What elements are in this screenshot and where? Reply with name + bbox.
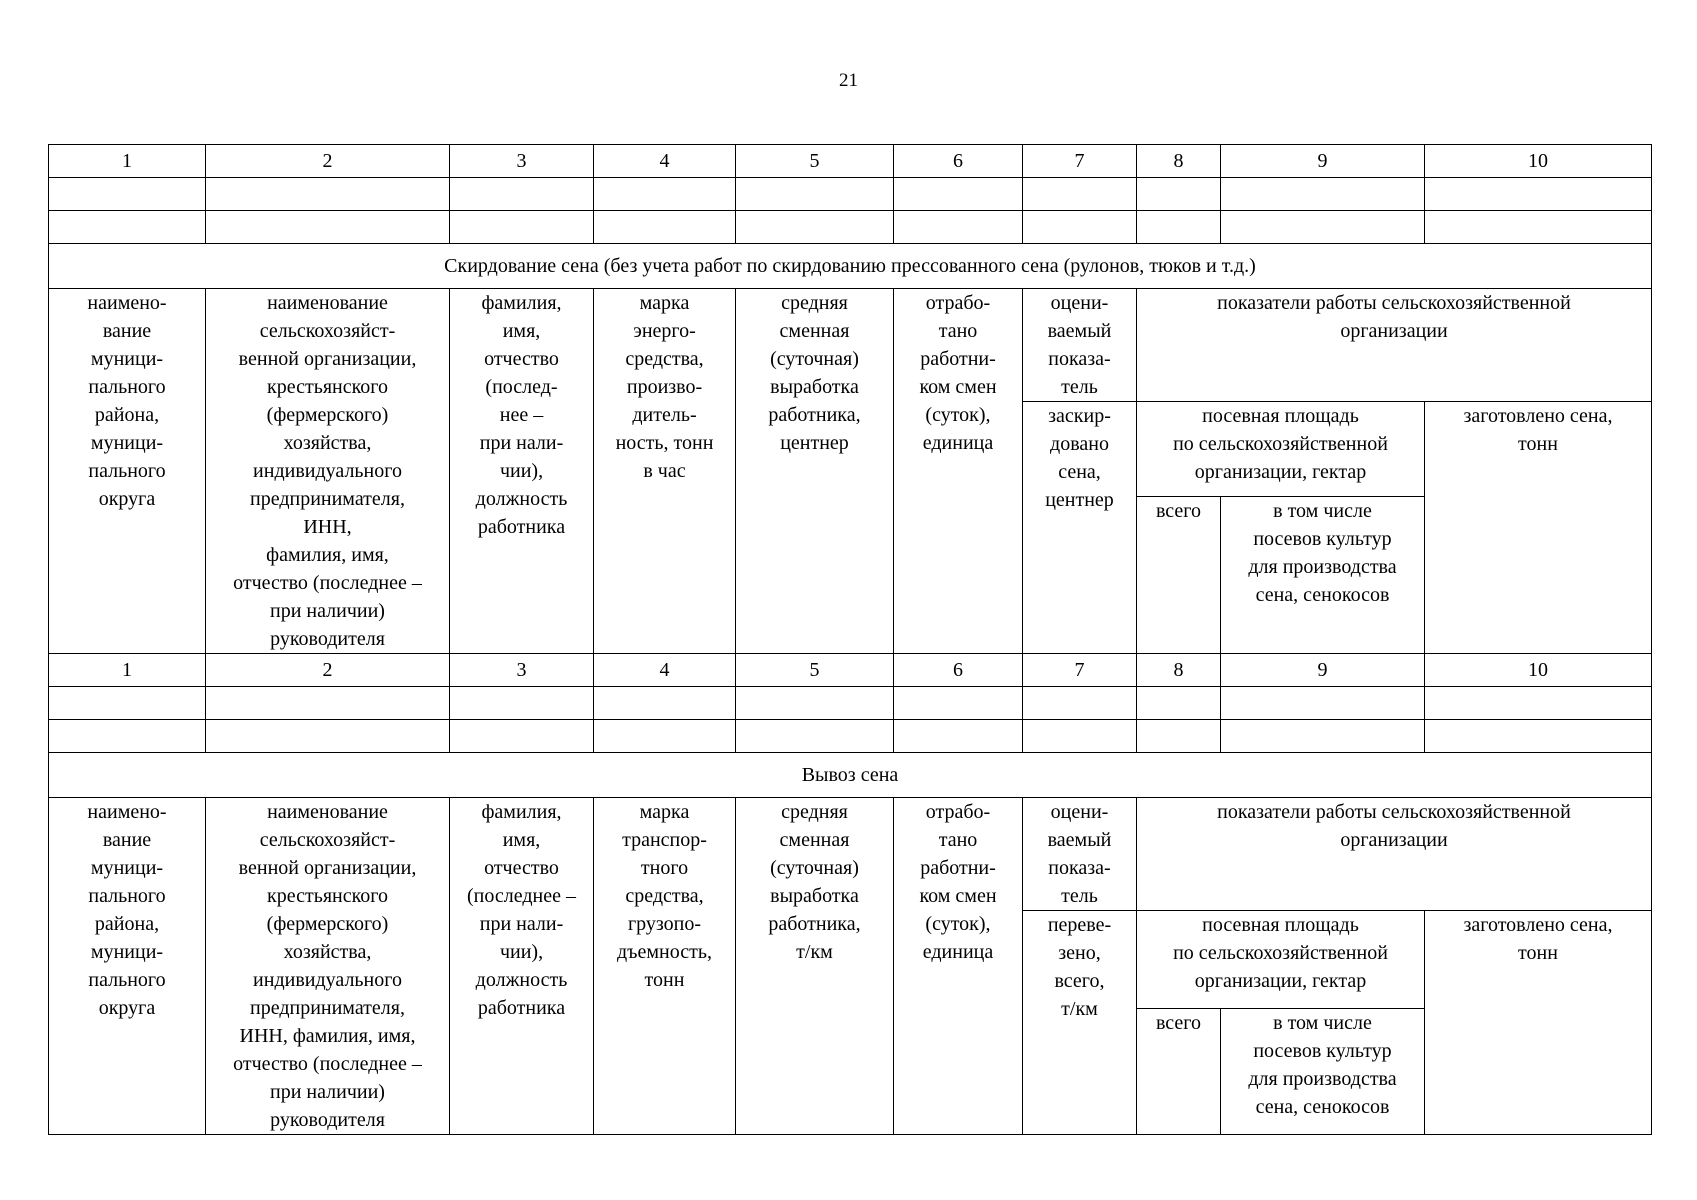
column-number: 4: [594, 654, 736, 687]
column-number: 3: [450, 654, 594, 687]
header-row: [49, 289, 1652, 402]
header-area-hay-crops: в том числе посевов культур для производства сена, сенокосов: [1221, 1009, 1425, 1135]
column-number: 9: [1221, 145, 1425, 178]
data-cell[interactable]: [594, 687, 736, 720]
column-number: 6: [894, 654, 1023, 687]
section-title-row: [49, 753, 1652, 798]
data-cell[interactable]: [594, 211, 736, 244]
data-cell[interactable]: [206, 178, 450, 211]
data-cell[interactable]: [894, 178, 1023, 211]
column-number-row: [49, 145, 1652, 178]
data-cell[interactable]: [1023, 687, 1137, 720]
data-cell[interactable]: [1023, 178, 1137, 211]
data-cell[interactable]: [594, 178, 736, 211]
header-vehicle-brand: марка транспор- тного средства, грузопо- дъемность, тонн: [594, 798, 736, 1135]
header-sown-area: посевная площадь по сельскохозяйственной организации, гектар: [1137, 911, 1425, 1009]
header-stacked-hay: заскир- довано сена, центнер: [1023, 402, 1137, 654]
header-average-output: средняя сменная (суточная) выработка работника, т/км: [736, 798, 894, 1135]
header-hay-harvested: заготовлено сена, тонн: [1425, 402, 1652, 654]
data-cell[interactable]: [894, 687, 1023, 720]
header-organization: наименование сельскохозяйст- венной организации, крестьянского (фермерского) хозяйства, индивидуального предпринимателя, ИНН, фамилия, имя, отчество (последнее – при наличии) руководителя: [206, 289, 450, 654]
header-area-hay-crops: в том числе посевов культур для производства сена, сенокосов: [1221, 496, 1425, 654]
header-sown-area: посевная площадь по сельскохозяйственной организации, гектар: [1137, 402, 1425, 497]
data-cell[interactable]: [1221, 178, 1425, 211]
header-row: [49, 798, 1652, 911]
column-number: 7: [1023, 654, 1137, 687]
data-cell[interactable]: [206, 687, 450, 720]
header-transported-total: переве- зено, всего, т/км: [1023, 911, 1137, 1135]
section-title-row: [49, 244, 1652, 289]
page-number: 21: [839, 70, 858, 91]
report-form-table: [48, 144, 1652, 1135]
header-area-total: всего: [1137, 496, 1221, 654]
data-cell[interactable]: [736, 211, 894, 244]
header-district: наимено- вание муници- пального района, муници- пального округа: [49, 289, 206, 654]
data-cell[interactable]: [1425, 211, 1652, 244]
data-cell[interactable]: [736, 178, 894, 211]
data-cell[interactable]: [450, 687, 594, 720]
header-district: наимено- вание муници- пального района, муници- пального округа: [49, 798, 206, 1135]
data-cell[interactable]: [450, 178, 594, 211]
column-number: 2: [206, 654, 450, 687]
column-number: 10: [1425, 145, 1652, 178]
data-cell[interactable]: [1023, 720, 1137, 753]
data-cell[interactable]: [1137, 211, 1221, 244]
data-cell[interactable]: [1137, 687, 1221, 720]
column-number: 1: [49, 654, 206, 687]
data-cell[interactable]: [1023, 211, 1137, 244]
header-average-output: средняя сменная (суточная) выработка работника, центнер: [736, 289, 894, 654]
header-evaluated-indicator: оцени- ваемый показа- тель: [1023, 798, 1137, 911]
data-cell[interactable]: [49, 720, 206, 753]
data-cell[interactable]: [1137, 178, 1221, 211]
empty-data-row: [49, 211, 1652, 244]
empty-data-row: [49, 720, 1652, 753]
header-hay-harvested: заготовлено сена, тонн: [1425, 911, 1652, 1135]
data-cell[interactable]: [49, 687, 206, 720]
data-cell[interactable]: [1137, 720, 1221, 753]
empty-data-row: [49, 687, 1652, 720]
column-number: 8: [1137, 145, 1221, 178]
data-cell[interactable]: [49, 178, 206, 211]
header-evaluated-indicator: оцени- ваемый показа- тель: [1023, 289, 1137, 402]
data-cell[interactable]: [450, 211, 594, 244]
data-cell[interactable]: [594, 720, 736, 753]
data-cell[interactable]: [736, 687, 894, 720]
column-number: 5: [736, 145, 894, 178]
data-cell[interactable]: [736, 720, 894, 753]
column-number-row: [49, 654, 1652, 687]
header-organization-indicators: показатели работы сельскохозяйственной организации: [1137, 798, 1652, 911]
column-number: 7: [1023, 145, 1137, 178]
data-cell[interactable]: [1221, 720, 1425, 753]
data-cell[interactable]: [1221, 211, 1425, 244]
column-number: 9: [1221, 654, 1425, 687]
column-number: 4: [594, 145, 736, 178]
data-cell[interactable]: [1221, 687, 1425, 720]
section-title: Вывоз сена: [49, 753, 1652, 798]
header-worker-name: фамилия, имя, отчество (послед- нее – при нали- чии), должность работника: [450, 289, 594, 654]
column-number: 3: [450, 145, 594, 178]
data-cell[interactable]: [1425, 720, 1652, 753]
header-shifts-worked: отрабо- тано работни- ком смен (суток), единица: [894, 289, 1023, 654]
data-cell[interactable]: [206, 211, 450, 244]
header-machine-brand: марка энерго- средства, произво- дитель- ность, тонн в час: [594, 289, 736, 654]
header-area-total: всего: [1137, 1009, 1221, 1135]
data-cell[interactable]: [1425, 687, 1652, 720]
column-number: 2: [206, 145, 450, 178]
empty-data-row: [49, 178, 1652, 211]
data-cell[interactable]: [894, 720, 1023, 753]
column-number: 10: [1425, 654, 1652, 687]
header-organization: наименование сельскохозяйст- венной организации, крестьянского (фермерского) хозяйства, индивидуального предпринимателя, ИНН, фамилия, имя, отчество (последнее – при наличии) руководителя: [206, 798, 450, 1135]
data-cell[interactable]: [894, 211, 1023, 244]
data-cell[interactable]: [49, 211, 206, 244]
header-shifts-worked: отрабо- тано работни- ком смен (суток), единица: [894, 798, 1023, 1135]
column-number: 5: [736, 654, 894, 687]
section-title: Скирдование сена (без учета работ по скирдованию прессованного сена (рулонов, тюков и т.д.): [49, 244, 1652, 289]
header-worker-name: фамилия, имя, отчество (последнее – при нали- чии), должность работника: [450, 798, 594, 1135]
column-number: 6: [894, 145, 1023, 178]
data-cell[interactable]: [1425, 178, 1652, 211]
column-number: 8: [1137, 654, 1221, 687]
header-organization-indicators: показатели работы сельскохозяйственной организации: [1137, 289, 1652, 402]
data-cell[interactable]: [450, 720, 594, 753]
column-number: 1: [49, 145, 206, 178]
data-cell[interactable]: [206, 720, 450, 753]
